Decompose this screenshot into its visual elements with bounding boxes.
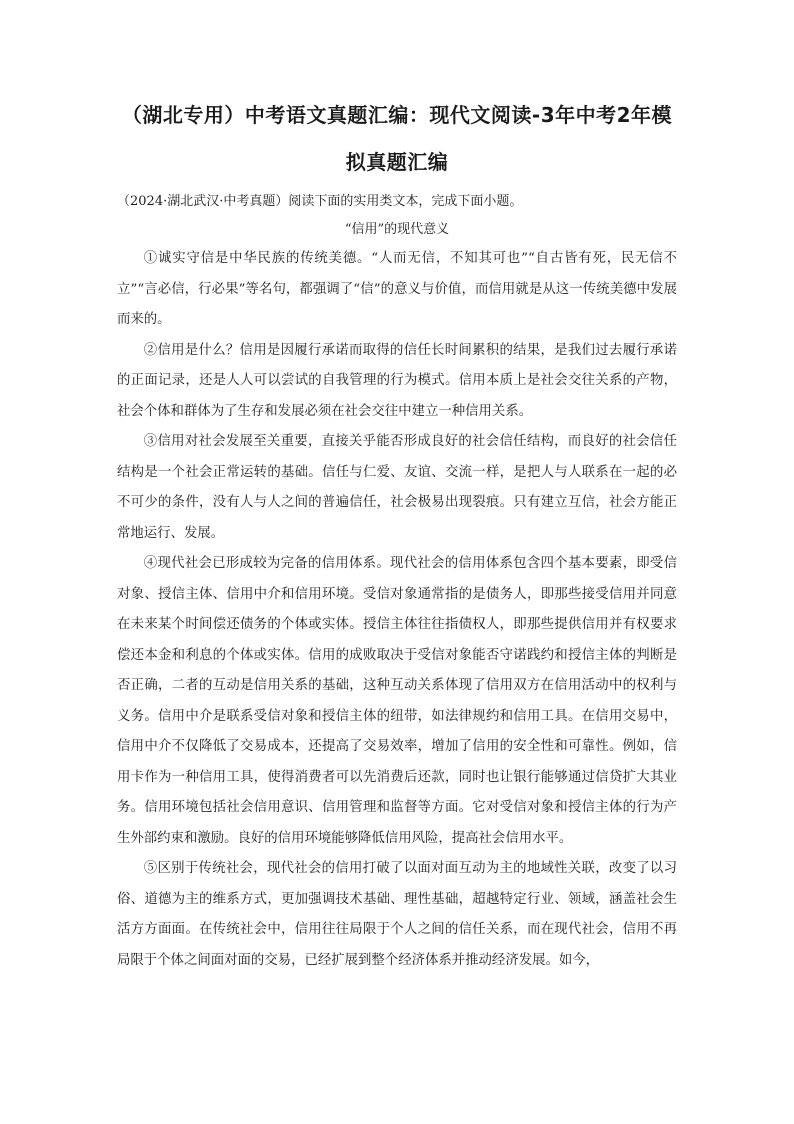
document-title: （湖北专用）中考语文真题汇编：现代文阅读-3年中考2年模拟真题汇编 [121,103,673,174]
paragraph-2: ②信用是什么？信用是因履行承诺而取得的信任长时间累积的结果，是我们过去履行承诺的正面记录，还是人人可以尝试的自我管理的行为模式。信用本质上是社会交往关系的产物，社会个体和群体为了生存和发展必须在社会交往中建立一种信用关系。 [117,342,677,419]
paragraph-4: ④现代社会已形成较为完备的信用体系。现代社会的信用体系包含四个基本要素，即受信对象、授信主体、信用中介和信用环境。受信对象通常指的是债务人，即那些接受信用并同意在未来某个时间偿还债务的个体或实体。授信主体往往指债权人，即那些提供信用并有权要求偿还本金和利息的个体或实体。信用的成败取决于受信对象能否守诺践约和授信主体的判断是否正确，二者的互动是信用关系的基础，这种互动关系体现了信用双方在信用活动中的权利与义务。信用中介是联系受信对象和授信主体的纽带，如法律规约和信用工具。在信用交易中，信用中介不仅降低了交易成本，还提高了交易效率，增加了信用的安全性和可靠性。例如，信用卡作为一种信用工具，使得消费者可以先消费后还款，同时也让银行能够通过信贷扩大其业务。信用环境包括社会信用意识、信用管理和监督等方面。它对受信对象和授信主体的行为产生外部约束和激励。良好的信用环境能够降低信用风险，提高社会信用水平。 [117,556,677,846]
question-source-line: （2024·湖北武汉·中考真题）阅读下面的实用类文本，完成下面小题。 [117,194,523,209]
article-title: “信用”的现代意义 [344,222,450,237]
paragraph-3: ③信用对社会发展至关重要，直接关乎能否形成良好的社会信任结构，而良好的社会信任结构是一个社会正常运转的基础。信任与仁爱、友谊、交流一样，是把人与人联系在一起的必不可少的条件，没有人与人之间的普遍信任，社会极易出现裂痕。只有建立互信，社会方能正常地运行、发展。 [117,434,677,541]
paragraph-1: ①诚实守信是中华民族的传统美德。“人而无信，不知其可也”“自古皆有死，民无信不立”“言必信，行必果”等名句，都强调了“信”的意义与价值，而信用就是从这一传统美德中发展而来的。 [117,251,677,327]
paragraph-5: ⑤区别于传统社会，现代社会的信用打破了以面对面互动为主的地域性关联，改变了以习俗、道德为主的维系方式，更加强调技术基础、理性基础，超越特定行业、领域，涵盖社会生活方方面面。在传统社会中，信用往往局限于个人之间的信任关系，而在现代社会，信用不再局限于个体之间面对面的交易，已经扩展到整个经济体系并推动经济发展。如今， [117,861,677,968]
